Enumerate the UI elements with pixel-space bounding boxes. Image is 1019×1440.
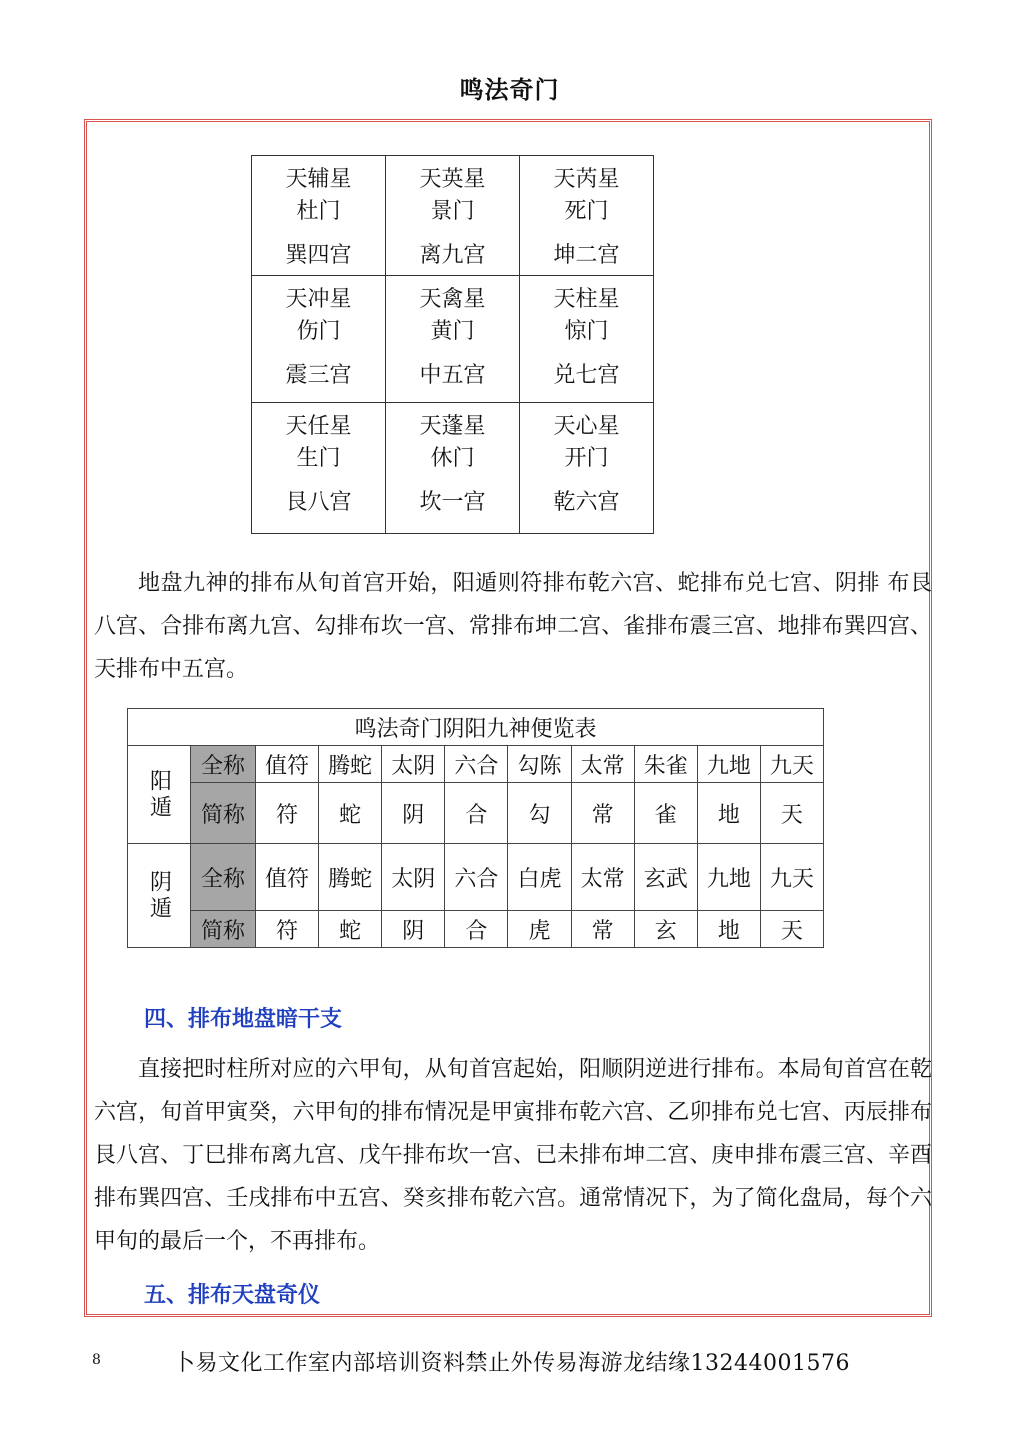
table-cell: 值符	[256, 746, 319, 783]
palace-star: 天心星	[553, 414, 620, 439]
palace-cell	[252, 156, 386, 276]
palace-door: 休门	[430, 446, 475, 471]
section-heading-5: 五、排布天盘奇仪	[144, 1282, 321, 1308]
palace-name: 震三宫	[285, 363, 352, 388]
palace-door: 惊门	[564, 319, 609, 344]
table-cell: 虎	[508, 911, 571, 948]
table-cell: 太常	[571, 844, 634, 911]
full-name-header: 全称	[191, 844, 256, 911]
table-cell: 勾	[508, 783, 571, 844]
table-cell: 六合	[445, 844, 508, 911]
palace-name: 兑七宫	[553, 363, 620, 388]
table-cell: 腾蛇	[319, 844, 382, 911]
palace-star: 天任星	[285, 414, 352, 439]
palace-name: 坤二宫	[553, 243, 620, 268]
palace-door: 伤门	[296, 319, 341, 344]
page-title: 鸣法奇门	[459, 76, 560, 104]
palace-cell	[252, 403, 386, 534]
table-cell: 玄武	[634, 844, 697, 911]
table-cell: 蛇	[319, 911, 382, 948]
table-cell: 腾蛇	[319, 746, 382, 783]
table-cell: 合	[445, 783, 508, 844]
palace-cell	[520, 156, 654, 276]
table-cell: 阴	[382, 911, 445, 948]
table-cell: 符	[256, 783, 319, 844]
palace-star: 天辅星	[285, 167, 352, 192]
table-cell: 九天	[760, 844, 823, 911]
palace-star: 天柱星	[553, 287, 620, 312]
palace-door: 杜门	[296, 199, 341, 224]
palace-cell	[520, 403, 654, 534]
table-cell: 符	[256, 911, 319, 948]
table-cell: 九地	[697, 844, 760, 911]
hidden-stems-paragraph: 直接把时柱所对应的六甲旬，从旬首宫起始，阳顺阴逆进行排布。本局旬首宫在乾六宫，旬首甲寅癸，六甲旬的排布情况是甲寅排布乾六宫、乙卯排布兑七宫、丙辰排布艮八宫、丁巳排布离九宫、戊午排布坎一宫、已未排布坤二宫、庚申排布震三宫、辛酉排布巽四宫、壬戌排布中五宫、癸亥排布乾六宫。通常情况下，为了简化盘局，每个六甲旬的最后一个，不再排布。	[94, 1057, 932, 1254]
table-caption-row	[128, 709, 824, 746]
table-cell: 太常	[571, 746, 634, 783]
table-cell: 常	[571, 911, 634, 948]
short-name-header: 简称	[191, 783, 256, 844]
table-cell: 天	[760, 911, 823, 948]
table-cell: 地	[697, 783, 760, 844]
palace-door: 开门	[564, 446, 609, 471]
table-row	[128, 783, 824, 844]
table-cell: 阴	[382, 783, 445, 844]
palace-name: 坎一宫	[419, 490, 486, 515]
palace-star: 天芮星	[553, 167, 620, 192]
palace-star: 天冲星	[285, 287, 352, 312]
table-cell: 太阴	[382, 746, 445, 783]
palace-star: 天蓬星	[419, 414, 486, 439]
table-cell: 白虎	[508, 844, 571, 911]
palace-name: 离九宫	[419, 243, 486, 268]
table-cell: 值符	[256, 844, 319, 911]
yang-dun-label: 阳遁	[128, 746, 191, 844]
table-row	[128, 911, 824, 948]
full-name-header: 全称	[191, 746, 256, 783]
palace-name: 艮八宫	[285, 490, 352, 515]
page-number: 8	[92, 1352, 101, 1368]
nine-gods-paragraph: 地盘九神的排布从旬首宫开始，阳遁则符排布乾六宫、蛇排布兑七宫、阴排 布艮八宫、合排布离九宫、勾排布坎一宫、常排布坤二宫、雀排布震三宫、地排布巽四宫、天排布中五宫。	[94, 571, 932, 682]
table-cell: 雀	[634, 783, 697, 844]
table-cell: 蛇	[319, 783, 382, 844]
palace-name: 乾六宫	[553, 490, 620, 515]
table-cell: 常	[571, 783, 634, 844]
table-cell: 朱雀	[634, 746, 697, 783]
palace-star: 天禽星	[419, 287, 486, 312]
table-caption: 鸣法奇门阴阳九神便览表	[128, 709, 824, 746]
palace-door: 黄门	[430, 319, 475, 344]
palace-cell	[386, 156, 520, 276]
palace-row	[252, 403, 654, 534]
footer-text: 卜易文化工作室内部培训资料禁止外传易海游龙结缘13244001576	[173, 1351, 850, 1376]
palace-row	[252, 156, 654, 276]
table-cell: 太阴	[382, 844, 445, 911]
palace-door: 景门	[430, 199, 475, 224]
palace-cell	[520, 276, 654, 403]
table-cell: 六合	[445, 746, 508, 783]
table-row	[128, 746, 824, 783]
table-cell: 九天	[760, 746, 823, 783]
nine-gods-table	[127, 708, 824, 948]
palace-cell	[252, 276, 386, 403]
palace-row	[252, 276, 654, 403]
table-cell: 地	[697, 911, 760, 948]
yin-dun-label: 阴遁	[128, 844, 191, 948]
palace-name: 中五宫	[419, 363, 486, 388]
palace-star: 天英星	[419, 167, 486, 192]
table-row	[128, 844, 824, 911]
table-cell: 九地	[697, 746, 760, 783]
nine-palace-grid	[251, 155, 654, 534]
palace-name: 巽四宫	[285, 243, 352, 268]
section-heading-4: 四、排布地盘暗干支	[144, 1006, 343, 1032]
short-name-header: 简称	[191, 911, 256, 948]
table-cell: 合	[445, 911, 508, 948]
palace-cell	[386, 276, 520, 403]
table-cell: 勾陈	[508, 746, 571, 783]
palace-cell	[386, 403, 520, 534]
palace-door: 死门	[564, 199, 609, 224]
table-cell: 玄	[634, 911, 697, 948]
palace-door: 生门	[296, 446, 341, 471]
table-cell: 天	[760, 783, 823, 844]
